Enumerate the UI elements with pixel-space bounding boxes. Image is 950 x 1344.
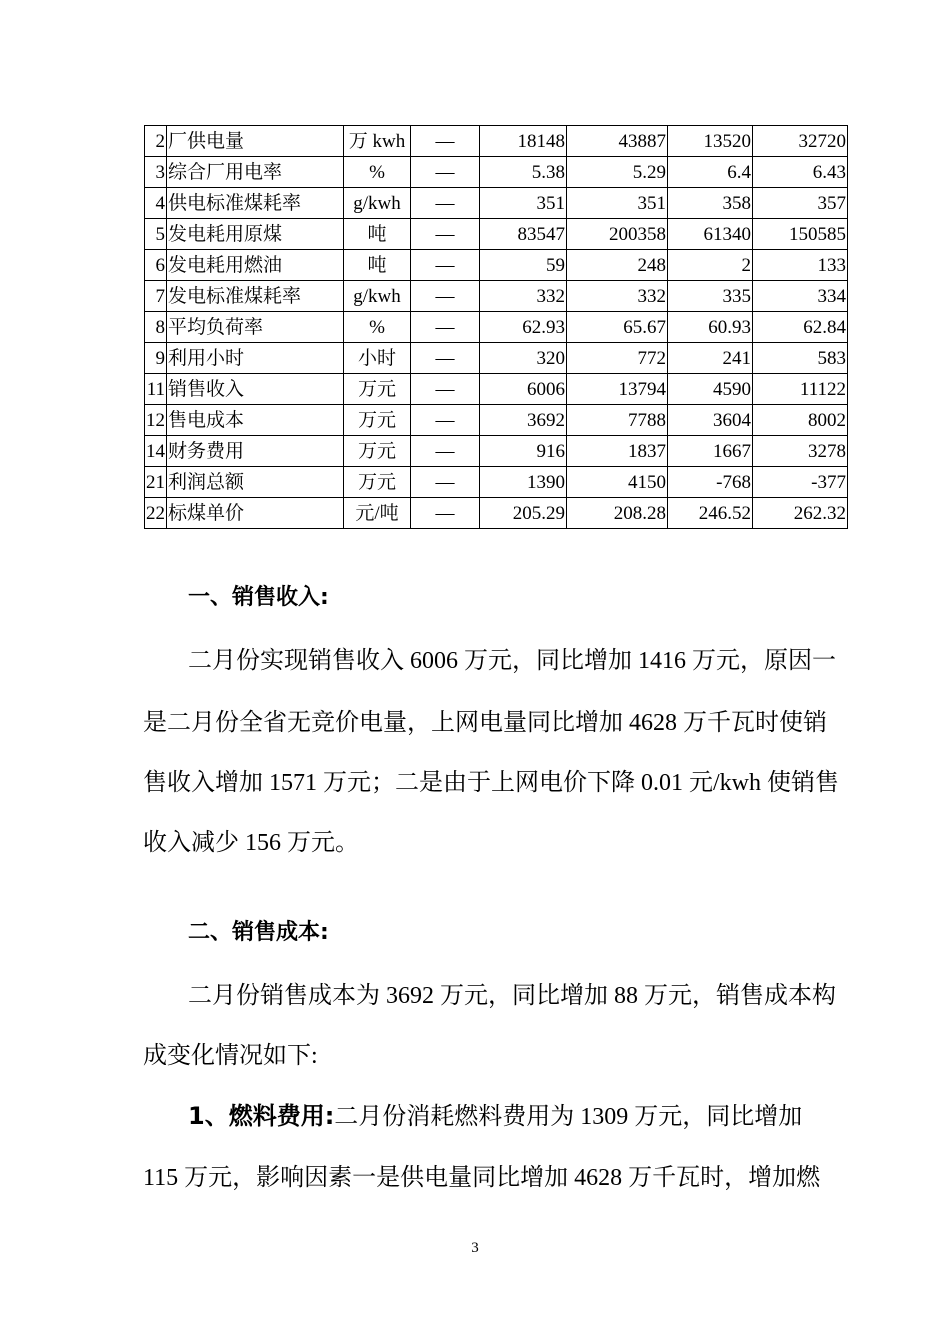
cell-value-3: 358 <box>668 188 753 219</box>
cell-unit: 万元 <box>344 436 411 467</box>
table-row <box>145 405 848 436</box>
section-2-line-2: 成变化情况如下: <box>143 1043 318 1069</box>
cell-dash: — <box>411 498 480 529</box>
section-1-heading: 一、销售收入: <box>188 585 329 610</box>
cell-value-1: 351 <box>480 188 567 219</box>
cell-value-2: 208.28 <box>567 498 668 529</box>
cell-item-name: 厂供电量 <box>167 126 344 157</box>
cell-unit: % <box>344 157 411 188</box>
cell-row-number: 2 <box>145 126 167 157</box>
fuel-cost-paragraph <box>188 1096 888 1131</box>
cell-value-4: 11122 <box>753 374 848 405</box>
cell-value-4: 133 <box>753 250 848 281</box>
cell-row-number: 3 <box>145 157 167 188</box>
cell-dash: — <box>411 343 480 374</box>
cell-row-number: 21 <box>145 467 167 498</box>
cell-unit: 万元 <box>344 467 411 498</box>
cell-unit: 吨 <box>344 219 411 250</box>
cell-unit: 吨 <box>344 250 411 281</box>
cell-dash: — <box>411 436 480 467</box>
cell-value-1: 3692 <box>480 405 567 436</box>
cell-row-number: 9 <box>145 343 167 374</box>
cell-row-number: 12 <box>145 405 167 436</box>
cell-value-1: 83547 <box>480 219 567 250</box>
data-table <box>144 125 848 529</box>
table-row <box>145 219 848 250</box>
cell-value-3: 335 <box>668 281 753 312</box>
cell-value-3: 13520 <box>668 126 753 157</box>
table-row <box>145 343 848 374</box>
cell-item-name: 利用小时 <box>167 343 344 374</box>
cell-dash: — <box>411 467 480 498</box>
cell-value-4: 150585 <box>753 219 848 250</box>
table-row <box>145 250 848 281</box>
cell-row-number: 11 <box>145 374 167 405</box>
section-1-line-3: 售收入增加 1571 万元；二是由于上网电价下降 0.01 元/kwh 使销售 <box>143 770 839 796</box>
cell-value-4: 8002 <box>753 405 848 436</box>
cell-value-2: 351 <box>567 188 668 219</box>
cell-value-2: 43887 <box>567 126 668 157</box>
section-1-line-4: 收入减少 156 万元。 <box>143 830 359 856</box>
cell-value-3: 246.52 <box>668 498 753 529</box>
cell-value-2: 13794 <box>567 374 668 405</box>
cell-value-2: 332 <box>567 281 668 312</box>
cell-dash: — <box>411 157 480 188</box>
cell-row-number: 22 <box>145 498 167 529</box>
cell-value-2: 248 <box>567 250 668 281</box>
section-2-heading: 二、销售成本: <box>188 920 329 945</box>
table-row <box>145 157 848 188</box>
cell-dash: — <box>411 188 480 219</box>
cell-value-4: 334 <box>753 281 848 312</box>
cell-row-number: 14 <box>145 436 167 467</box>
cell-value-2: 5.29 <box>567 157 668 188</box>
cell-value-4: 357 <box>753 188 848 219</box>
cell-dash: — <box>411 312 480 343</box>
cell-value-3: -768 <box>668 467 753 498</box>
cell-value-3: 6.4 <box>668 157 753 188</box>
cell-value-1: 5.38 <box>480 157 567 188</box>
cell-row-number: 4 <box>145 188 167 219</box>
section-1-line-2: 是二月份全省无竞价电量，上网电量同比增加 4628 万千瓦时使销 <box>143 710 827 736</box>
cell-value-4: 62.84 <box>753 312 848 343</box>
fuel-cost-line-2: 115 万元，影响因素一是供电量同比增加 4628 万千瓦时，增加燃 <box>143 1165 821 1191</box>
cell-unit: 元/吨 <box>344 498 411 529</box>
cell-value-4: 6.43 <box>753 157 848 188</box>
table-row <box>145 498 848 529</box>
cell-value-2: 7788 <box>567 405 668 436</box>
cell-unit: 万 kwh <box>344 126 411 157</box>
cell-item-name: 售电成本 <box>167 405 344 436</box>
cell-item-name: 销售收入 <box>167 374 344 405</box>
cell-unit: g/kwh <box>344 188 411 219</box>
cell-item-name: 发电标准煤耗率 <box>167 281 344 312</box>
section-2-line-1: 二月份销售成本为 3692 万元，同比增加 88 万元，销售成本构 <box>188 983 836 1009</box>
cell-value-4: 3278 <box>753 436 848 467</box>
cell-item-name: 发电耗用燃油 <box>167 250 344 281</box>
cell-unit: 万元 <box>344 405 411 436</box>
cell-dash: — <box>411 219 480 250</box>
table-row <box>145 374 848 405</box>
cell-value-1: 916 <box>480 436 567 467</box>
cell-dash: — <box>411 126 480 157</box>
cell-unit: 小时 <box>344 343 411 374</box>
cell-value-3: 60.93 <box>668 312 753 343</box>
table-row <box>145 436 848 467</box>
cell-value-1: 18148 <box>480 126 567 157</box>
table-row <box>145 126 848 157</box>
cell-row-number: 8 <box>145 312 167 343</box>
cell-value-2: 200358 <box>567 219 668 250</box>
cell-value-1: 205.29 <box>480 498 567 529</box>
cell-dash: — <box>411 374 480 405</box>
cell-dash: — <box>411 250 480 281</box>
table-row <box>145 312 848 343</box>
cell-value-2: 65.67 <box>567 312 668 343</box>
table-body <box>145 126 848 529</box>
table-row <box>145 281 848 312</box>
cell-value-2: 1837 <box>567 436 668 467</box>
cell-item-name: 财务费用 <box>167 436 344 467</box>
cell-value-3: 3604 <box>668 405 753 436</box>
cell-value-2: 772 <box>567 343 668 374</box>
cell-unit: % <box>344 312 411 343</box>
cell-unit: 万元 <box>344 374 411 405</box>
cell-item-name: 发电耗用原煤 <box>167 219 344 250</box>
cell-value-1: 62.93 <box>480 312 567 343</box>
cell-item-name: 供电标准煤耗率 <box>167 188 344 219</box>
cell-row-number: 7 <box>145 281 167 312</box>
section-1-line-1: 二月份实现销售收入 6006 万元，同比增加 1416 万元，原因一 <box>188 648 836 674</box>
fuel-cost-heading: 1、燃料费用: <box>188 1102 335 1130</box>
cell-value-1: 59 <box>480 250 567 281</box>
cell-value-3: 61340 <box>668 219 753 250</box>
table-row <box>145 188 848 219</box>
cell-value-3: 4590 <box>668 374 753 405</box>
cell-value-1: 332 <box>480 281 567 312</box>
cell-value-2: 4150 <box>567 467 668 498</box>
cell-value-1: 320 <box>480 343 567 374</box>
table-row <box>145 467 848 498</box>
cell-row-number: 5 <box>145 219 167 250</box>
cell-dash: — <box>411 405 480 436</box>
cell-value-1: 6006 <box>480 374 567 405</box>
cell-value-4: 32720 <box>753 126 848 157</box>
cell-value-3: 241 <box>668 343 753 374</box>
cell-item-name: 平均负荷率 <box>167 312 344 343</box>
cell-item-name: 利润总额 <box>167 467 344 498</box>
cell-value-4: 583 <box>753 343 848 374</box>
cell-item-name: 综合厂用电率 <box>167 157 344 188</box>
cell-value-4: -377 <box>753 467 848 498</box>
cell-value-1: 1390 <box>480 467 567 498</box>
cell-row-number: 6 <box>145 250 167 281</box>
cell-dash: — <box>411 281 480 312</box>
page-number: 3 <box>471 1240 479 1256</box>
cell-item-name: 标煤单价 <box>167 498 344 529</box>
cell-value-3: 2 <box>668 250 753 281</box>
cell-value-3: 1667 <box>668 436 753 467</box>
fuel-cost-line-1: 二月份消耗燃料费用为 1309 万元，同比增加 <box>334 1104 803 1130</box>
cell-unit: g/kwh <box>344 281 411 312</box>
cell-value-4: 262.32 <box>753 498 848 529</box>
